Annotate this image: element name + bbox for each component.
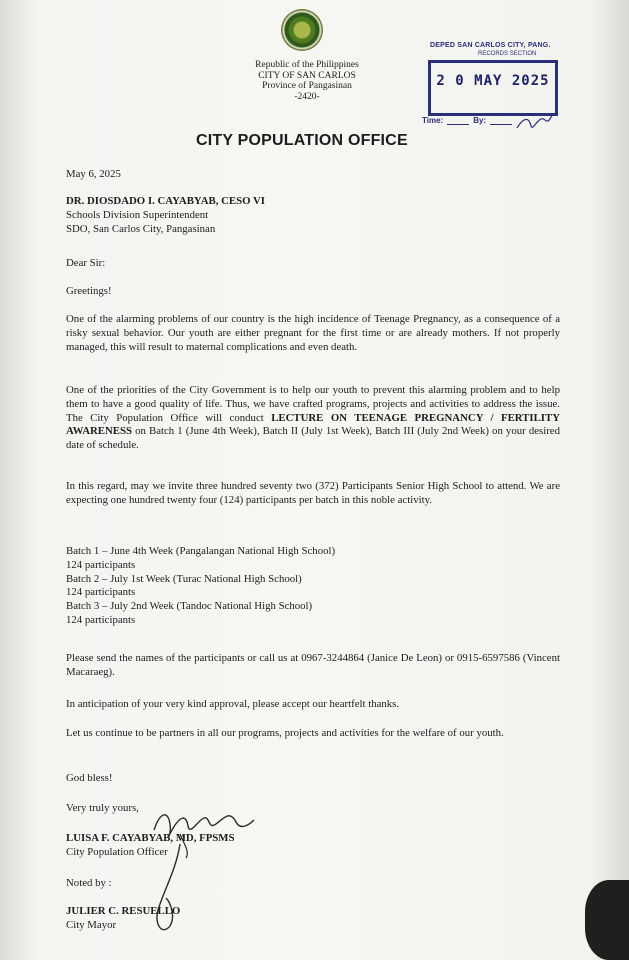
salutation-text: Dear Sir: <box>66 257 106 269</box>
paragraph-4-text: Please send the names of the participants or call us at 0967-3244864 (Janice De Leon) or 0915-6597586 (Vincent Macaraeg). <box>66 652 560 678</box>
paragraph-2-part-b: on Batch 1 (June 4th Week), Batch II (July 1st Week), Batch III (July 2nd Week) on your desired date of schedule. <box>66 425 560 452</box>
batch-count: 124 participants <box>66 586 136 599</box>
batch-list <box>66 545 560 628</box>
letterhead-line: Province of Pangasinan <box>262 81 352 91</box>
letter-date <box>66 168 560 182</box>
noter-name: JULIER C. RESUELLO <box>66 905 181 917</box>
photo-finger-shadow <box>585 880 629 960</box>
noter-title: City Mayor <box>66 918 117 931</box>
paragraph-5-text: In anticipation of your very kind approval, please accept our heartfelt thanks. <box>66 698 400 710</box>
stamp-time-row <box>422 114 516 125</box>
batch-count: 124 participants <box>66 558 136 571</box>
city-seal-logo <box>282 10 322 50</box>
paragraph-6-text: Let us continue to be partners in all our programs, projects and activities for the welfare of our youth. <box>66 727 504 739</box>
office-title: CITY POPULATION OFFICE <box>196 132 408 149</box>
date-text: May 6, 2025 <box>66 168 121 180</box>
signatory-block <box>66 832 560 860</box>
stamp-by-label: By: <box>473 116 487 125</box>
letterhead <box>228 60 386 102</box>
recipient-position: Schools Division Superintendent <box>66 208 209 221</box>
paragraph-6 <box>66 727 560 741</box>
batch-label: Batch 3 – July 2nd Week (Tandoc National High School) <box>66 600 313 613</box>
valediction <box>66 802 560 816</box>
letterhead-line: -2420- <box>294 91 320 102</box>
batch-count: 124 participants <box>66 613 136 626</box>
stamp-office: DEPED SAN CARLOS CITY, PANG. <box>430 42 551 49</box>
salutation <box>66 257 560 271</box>
paragraph-2-text <box>66 384 560 453</box>
received-stamp <box>420 40 560 128</box>
paragraph-2 <box>66 384 560 453</box>
letterhead-line: Republic of the Philippines <box>255 60 359 70</box>
letterhead-line: CITY OF SAN CARLOS <box>258 70 356 81</box>
batch-label: Batch 2 – July 1st Week (Turac National High School) <box>66 572 302 585</box>
noter-block <box>66 905 560 933</box>
recipient-block <box>66 195 560 236</box>
stamp-box <box>428 60 558 116</box>
stamp-section: RECORDS SECTION <box>478 51 537 57</box>
greeting-text: Greetings! <box>66 285 112 297</box>
stamp-time-label: Time: <box>422 116 444 125</box>
lecture-title: LECTURE ON TEENAGE PREGNANCY / FERTILITY AWARENESS <box>66 411 560 438</box>
paragraph-1-text: One of the alarming problems of our country is the high incidence of Teenage Pregnancy, as a consequence of a risky sexual behavior. Our youth are either pregnant for the first time or are already mothers. If not properly managed, this will result to maternal complications and even death. <box>66 313 560 353</box>
stamp-date: 2 0 MAY 2025 <box>436 73 550 89</box>
greeting <box>66 285 560 299</box>
paragraph-3 <box>66 480 560 508</box>
blessing-text: God bless! <box>66 772 113 784</box>
signatory-name: LUISA F. CAYABYAB, MD, FPSMS <box>66 832 235 844</box>
paragraph-2-part-a: One of the priorities of the City Government is to help our youth to prevent this alarming problem and to help them to have a good quality of life. Thus, we have crafted programs, projects and activities to address the issue. The City Population Office will conduct <box>66 384 560 424</box>
paragraph-5 <box>66 698 560 712</box>
stamp-time-field <box>447 114 469 125</box>
stamp-by-field <box>490 114 512 125</box>
paragraph-3-text: In this regard, may we invite three hundred seventy two (372) Participants Senior High School to attend. We are expecting one hundred twenty four (124) participants per batch in this noble activity. <box>66 480 560 506</box>
noted-by <box>66 877 560 891</box>
batch-label: Batch 1 – June 4th Week (Pangalangan National High School) <box>66 545 336 557</box>
signatory-title: City Population Officer <box>66 845 168 858</box>
noted-label: Noted by : <box>66 877 112 889</box>
paragraph-4 <box>66 652 560 680</box>
recipient-name: DR. DIOSDADO I. CAYABYAB, CESO VI <box>66 195 265 207</box>
paragraph-1 <box>66 313 560 354</box>
valediction-text: Very truly yours, <box>66 802 139 814</box>
blessing <box>66 772 560 786</box>
recipient-office: SDO, San Carlos City, Pangasinan <box>66 222 216 235</box>
